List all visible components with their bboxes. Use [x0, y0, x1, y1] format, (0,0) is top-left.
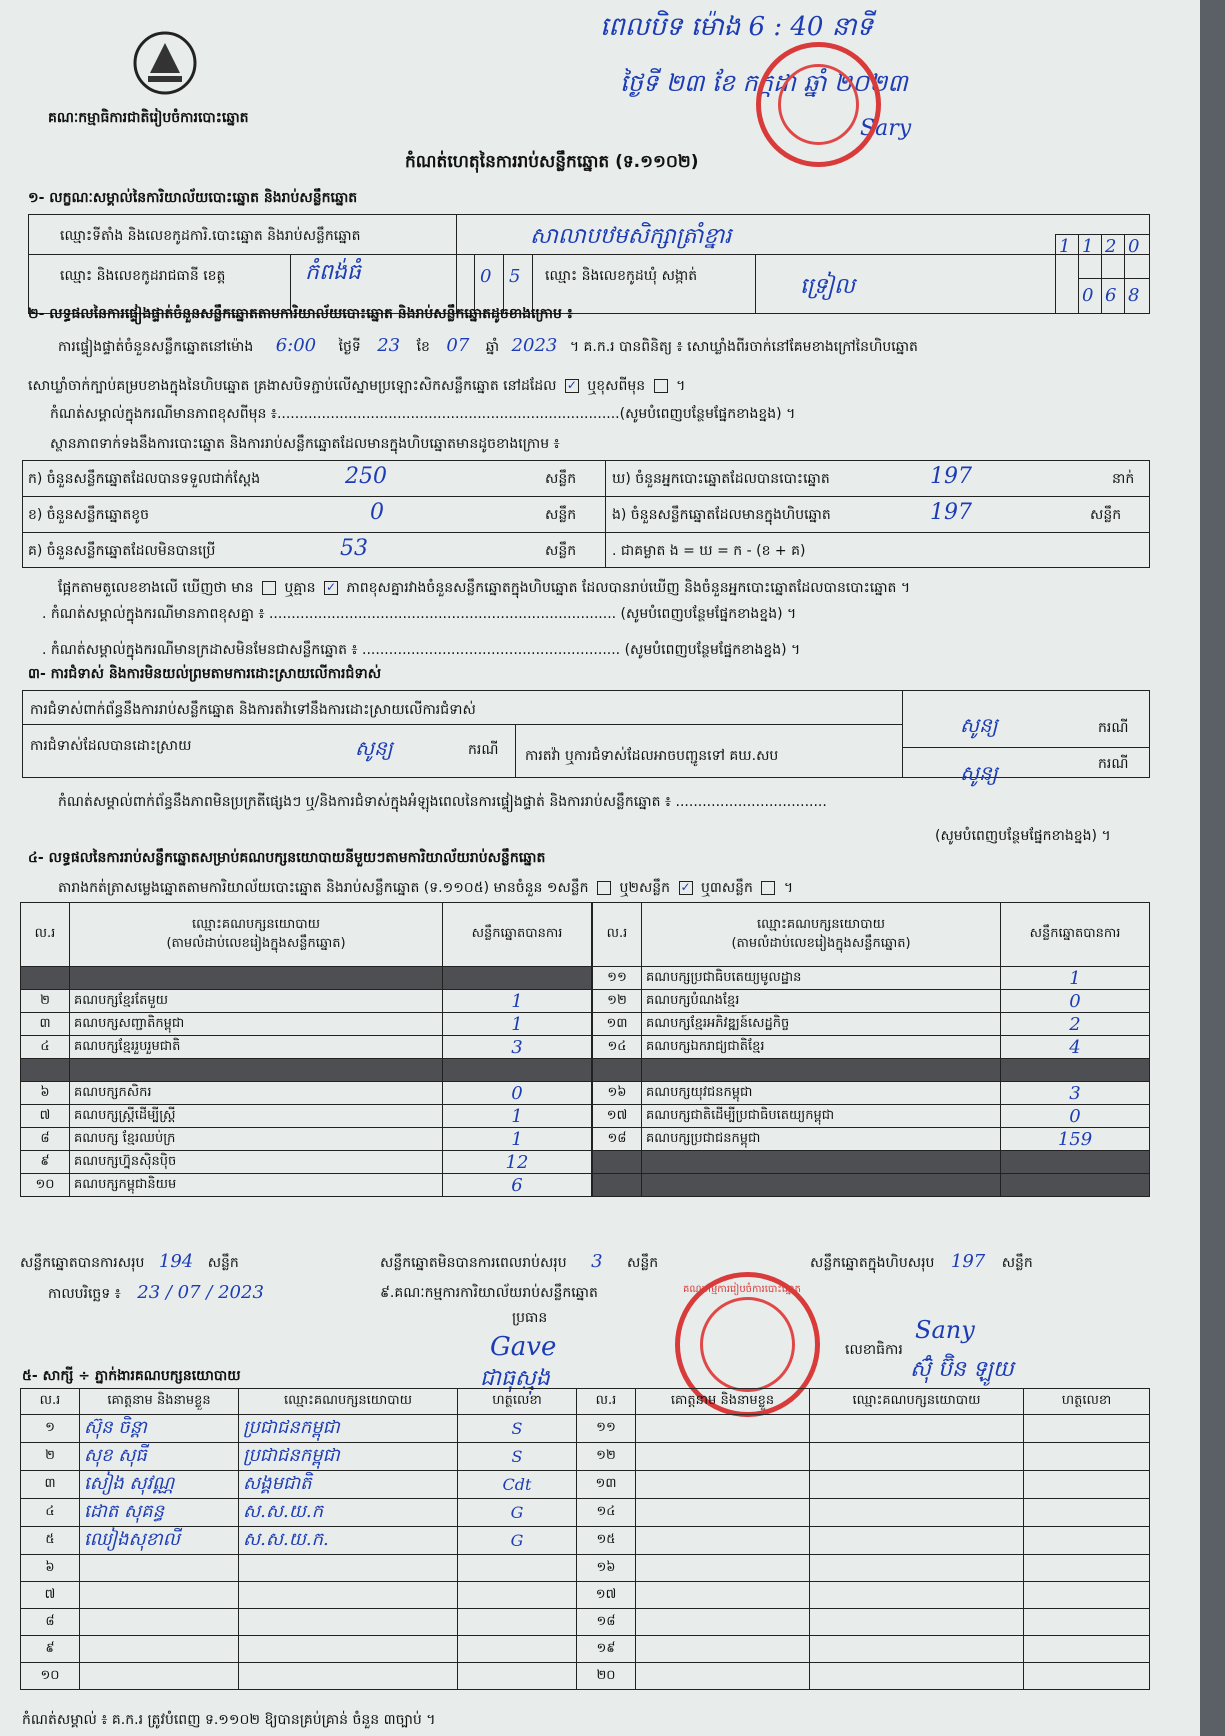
witness-row	[21, 1499, 1150, 1527]
party-name: គណបក្សខ្មែររួបរួមជាតិ	[70, 1036, 443, 1059]
party-row	[21, 1174, 592, 1197]
commune-label: ឈ្មោះ និងលេខកូដឃុំ សង្កាត់	[545, 268, 698, 284]
party-no: ១១	[593, 967, 642, 990]
party-name: គណបក្សសញ្ជាតិកម្ពុជា	[70, 1013, 443, 1036]
party-row	[593, 1013, 1150, 1036]
commune-code-1: 0	[1082, 285, 1094, 306]
witness-signature	[458, 1555, 577, 1582]
witness-no: ៦	[21, 1555, 80, 1582]
province-label: ឈ្មោះ និងលេខកូដរាជធានី ខេត្ត	[60, 268, 226, 284]
witness-party	[239, 1663, 458, 1690]
witness-party-right	[810, 1471, 1024, 1499]
resolved-objection-label: ការជំទាស់ដែលបានដោះស្រាយ	[30, 738, 192, 754]
party-row	[593, 1082, 1150, 1105]
witness-signature	[458, 1609, 577, 1636]
no-difference-checkbox[interactable]: ✓	[325, 580, 337, 594]
party-no: ១៤	[593, 1036, 642, 1059]
date-value: 23 / 07 / 2023	[137, 1282, 264, 1303]
witness-party: សង្គមជាតិ	[239, 1471, 458, 1499]
witness-party-right	[810, 1663, 1024, 1690]
witness-signature: S	[458, 1415, 577, 1443]
appeal-value: សូន្យ	[960, 761, 998, 785]
witness-name: សុខ សុធី	[80, 1443, 239, 1471]
commune-code-3: 8	[1128, 285, 1140, 306]
party-votes: 1	[443, 1128, 592, 1151]
party-results-left	[20, 902, 592, 1197]
witness-name-right	[636, 1499, 810, 1527]
witness-name	[80, 1636, 239, 1663]
party-results-right	[592, 902, 1150, 1197]
party-no: ១៦	[593, 1082, 642, 1105]
party-row	[21, 1105, 592, 1128]
formula-label: . ជាគម្លាត ង = ឃ = ក - (ខ + គ)	[612, 543, 806, 559]
party-votes	[443, 1059, 592, 1082]
party-no: ៨	[21, 1128, 70, 1151]
party-row	[21, 1128, 592, 1151]
witness-name-right	[636, 1609, 810, 1636]
witness-no: ៩	[21, 1636, 80, 1663]
received-ballots-value: 250	[345, 464, 387, 489]
witness-no-right: ១៤	[577, 1499, 636, 1527]
witness-signature: S	[458, 1443, 577, 1471]
witness-no: ៧	[21, 1582, 80, 1609]
resolved-objection-value: សូន្យ	[355, 736, 393, 760]
date-line: កាលបរិច្ឆេទ ៖ 23 / 07 / 2023	[48, 1282, 264, 1303]
col-party-header-right: ឈ្មោះគណបក្សនយោបាយ (តាមលំដាប់លេខរៀងក្នុងសន្លឹកឆ្នោត)	[642, 903, 1001, 967]
province-code-1: 0	[480, 266, 492, 287]
party-row	[21, 1036, 592, 1059]
witness-party-right	[810, 1443, 1024, 1471]
party-votes: 3	[1001, 1082, 1150, 1105]
unused-ballots-label: គ) ចំនួនសន្លឹកឆ្នោតដែលមិនបានប្រើ	[28, 543, 216, 559]
witness-party	[239, 1582, 458, 1609]
witness-name	[80, 1555, 239, 1582]
station-label: ឈ្មោះទីតាំង និងលេខកូដការិ.បោះឆ្នោត និងរាប់សន្លឹកឆ្នោត	[60, 228, 361, 244]
party-no	[21, 967, 70, 990]
party-name: គណបក្សប្រជាធិបតេយ្យមូលដ្ឋាន	[642, 967, 1001, 990]
witness-name: ដោត សុគន្ធ	[80, 1499, 239, 1527]
party-row	[593, 1174, 1150, 1197]
party-name	[642, 1151, 1001, 1174]
party-no: ៤	[21, 1036, 70, 1059]
irregularity-note: កំណត់សម្គាល់ពាក់ព័ន្ធនឹងភាពមិនប្រក្រតីផ្សេងៗ ឬ/និងការជំទាស់ក្នុងអំឡុងពេលនៃការផ្ទៀងផ្ទាត់ និងការរាប់សន្លឹកឆ្នោត ៖ ..................................	[58, 794, 827, 810]
party-row	[593, 1036, 1150, 1059]
one-sheet-checkbox[interactable]	[597, 881, 611, 895]
party-no: ៦	[21, 1082, 70, 1105]
party-row	[21, 990, 592, 1013]
witness-row	[21, 1471, 1150, 1499]
party-votes	[1001, 1059, 1150, 1082]
party-no: ២	[21, 990, 70, 1013]
commune-code-2: 6	[1105, 285, 1117, 306]
section3-title: ៣- ការជំទាស់ និងការមិនយល់ព្រមតាមការដោះស្រាយលើការជំទាស់	[28, 666, 382, 682]
party-no: ៩	[21, 1151, 70, 1174]
appeal-unit: ករណី	[1098, 756, 1129, 772]
witness-no: ៥	[21, 1527, 80, 1555]
w-col-name: គោត្តនាម និងនាមខ្លួន	[80, 1389, 239, 1415]
witness-name-right	[636, 1527, 810, 1555]
official-stamp-top-ring	[778, 64, 859, 145]
received-ballots-unit: សន្លឹក	[545, 471, 577, 487]
witness-party	[239, 1555, 458, 1582]
non-ballot-note: . កំណត់សម្គាល់ក្នុងករណីមានក្រដាសមិនមែនជាសន្លឹកឆ្នោត ៖ .......................................................... (សូមបំពេញបន្ថែមផ្នែកខាងខ្នង) ។	[42, 642, 801, 658]
party-row	[21, 1082, 592, 1105]
voters-unit: នាក់	[1112, 471, 1135, 487]
witness-signature-right	[1024, 1527, 1150, 1555]
objection-row1-value: សូន្យ	[960, 713, 998, 737]
section5-title: ៥- សាក្សី ÷ ភ្នាក់ងារគណបក្សនយោបាយ	[22, 1368, 241, 1384]
party-name: គណបក្សកសិករ	[70, 1082, 443, 1105]
party-votes: 6	[443, 1174, 592, 1197]
party-no: ១៨	[593, 1128, 642, 1151]
witness-name-right	[636, 1555, 810, 1582]
stamp-lettering: គណៈកម្មការរៀបចំការបោះឆ្នោត	[683, 1284, 801, 1295]
witness-signature: Cdt	[458, 1471, 577, 1499]
witness-party-right	[810, 1499, 1024, 1527]
w-col-no: ល.រ	[21, 1389, 80, 1415]
total-valid-line: សន្លឹកឆ្នោតបានការសរុប 194 សន្លឹក	[20, 1251, 239, 1272]
party-name: គណបក្សប្រជាជនកម្ពុជា	[642, 1128, 1001, 1151]
witness-name	[80, 1663, 239, 1690]
party-row	[21, 967, 592, 990]
unused-ballots-value: 53	[340, 536, 368, 561]
witness-no: ៨	[21, 1609, 80, 1636]
party-row	[21, 1013, 592, 1036]
irregularity-note-end: (សូមបំពេញបន្ថែមផ្នែកខាងខ្នង) ។	[935, 828, 1111, 844]
witness-name: ស៊ុន ចិន្តា	[80, 1415, 239, 1443]
witness-no-right: ១៧	[577, 1582, 636, 1609]
witness-row	[21, 1555, 1150, 1582]
received-ballots-label: ក) ចំនួនសន្លឹកឆ្នោតដែលបានទទួលជាក់ស្តែង	[28, 471, 261, 487]
party-name: គណបក្សខ្មែរតែមួយ	[70, 990, 443, 1013]
resolved-objection-unit: ករណី	[468, 742, 499, 758]
secretary-name: ស៊ុំ ប៊ិន ឡូយ	[910, 1357, 1014, 1382]
w-col-party: ឈ្មោះគណបក្សនយោបាយ	[239, 1389, 458, 1415]
witness-signature-right	[1024, 1555, 1150, 1582]
witness-party-right	[810, 1555, 1024, 1582]
witness-no-right: ១៥	[577, 1527, 636, 1555]
spoiled-ballots-label: ខ) ចំនួនសន្លឹកឆ្នោតខូច	[28, 507, 149, 523]
party-votes	[1001, 1151, 1150, 1174]
party-votes: 1	[443, 1013, 592, 1036]
witness-no-right: ១៦	[577, 1555, 636, 1582]
col-votes-header-right: សន្លឹកឆ្នោតបានការ	[1001, 903, 1150, 967]
box-ballots-value: 197	[930, 500, 972, 525]
party-no: ៧	[21, 1105, 70, 1128]
has-difference-checkbox[interactable]	[262, 581, 276, 595]
party-row	[593, 1059, 1150, 1082]
party-name	[642, 1059, 1001, 1082]
witness-row	[21, 1443, 1150, 1471]
witness-signature-right	[1024, 1582, 1150, 1609]
committee-name: គណៈកម្មាធិការជាតិរៀបចំការបោះឆ្នោត	[48, 110, 249, 126]
witness-no-right: ២០	[577, 1663, 636, 1690]
party-row	[21, 1151, 592, 1174]
witness-no: ១០	[21, 1663, 80, 1690]
party-row	[593, 1105, 1150, 1128]
party-no: ៣	[21, 1013, 70, 1036]
witness-no: ៣	[21, 1471, 80, 1499]
w-col-sign: ហត្ថលេខា	[458, 1389, 577, 1415]
party-votes: 0	[1001, 1105, 1150, 1128]
witness-signature-right	[1024, 1609, 1150, 1636]
witness-row	[21, 1527, 1150, 1555]
party-name: គណបក្សយុវជនកម្ពុជា	[642, 1082, 1001, 1105]
difference-note-line: កំណត់សម្គាល់ក្នុងករណីមានភាពខុសពីមុន ៖.............................................................................(សូមបំពេញបន្ថែមផ្នែកខាងខ្នង) ។	[50, 406, 796, 422]
province-value: កំពង់ធំ	[305, 260, 361, 285]
form-title: កំណត់ហេតុនៃការរាប់សន្លឹកឆ្នោត (ទ.១១០២)	[405, 152, 699, 172]
party-name: គណបក្សបំណងខ្មែរ	[642, 990, 1001, 1013]
party-votes: 12	[443, 1151, 592, 1174]
witness-signature-right	[1024, 1471, 1150, 1499]
party-name	[642, 1174, 1001, 1197]
party-row	[593, 1128, 1150, 1151]
witness-name: សៀង សុវណ្ណ	[80, 1471, 239, 1499]
witness-signature-right	[1024, 1499, 1150, 1527]
witness-signature-right	[1024, 1636, 1150, 1663]
secretary-label: លេខាធិការ	[845, 1342, 903, 1358]
witness-party: ស.ស.យ.ក	[239, 1499, 458, 1527]
witness-signature: G	[458, 1527, 577, 1555]
ballot-status-intro: ស្ថានភាពទាក់ទងនឹងការបោះឆ្នោត និងការរាប់សន្លឹកឆ្នោតដែលមានក្នុងហិបឆ្នោតមានដូចខាងក្រោម ៖	[50, 436, 560, 452]
three-sheets-checkbox[interactable]	[761, 881, 775, 895]
witness-no-right: ១៣	[577, 1471, 636, 1499]
total-invalid-value: 3	[591, 1251, 603, 1272]
section1-title: ១- លក្ខណៈសម្គាល់នៃការិយាល័យបោះឆ្នោត និងរាប់សន្លឹកឆ្នោត	[28, 190, 358, 206]
col-party-header: ឈ្មោះគណបក្សនយោបាយ (តាមលំដាប់លេខរៀងក្នុងសន្លឹកឆ្នោត)	[70, 903, 443, 967]
two-sheets-checkbox[interactable]: ✓	[680, 880, 691, 894]
witness-party: ប្រជាជនកម្ពុជា	[239, 1415, 458, 1443]
col-no-header-right: ល.រ	[593, 903, 642, 967]
witness-name-right	[636, 1443, 810, 1471]
witness-signature	[458, 1636, 577, 1663]
footer-note: កំណត់សម្គាល់ ៖ គ.ក.រ ត្រូវបំពេញ ទ.១១០២ ឱ្យបានគ្រប់គ្រាន់ ចំនួន ៣ច្បាប់ ។	[22, 1712, 436, 1728]
col-no-header: ល.រ	[21, 903, 70, 967]
witness-no-right: ១៩	[577, 1636, 636, 1663]
seal-check-line: សោឃ្លាំចាក់ក្បាប់គម្របខាងក្នុងនៃហិបឆ្នោត គ្រងាសបិទភ្ជាប់លើស្នាមប្រឡោះសិកសន្លឹកឆ្នោត នៅដដែល ✓ ឬខុសពីមុន ។	[28, 378, 686, 394]
witness-signature-right	[1024, 1663, 1150, 1690]
witness-name-right	[636, 1636, 810, 1663]
party-votes	[1001, 1174, 1150, 1197]
chair-name: ជាធុស្មុង	[480, 1366, 550, 1391]
party-votes: 0	[1001, 990, 1150, 1013]
section4-title: ៤- លទ្ធផលនៃការរាប់សន្លឹកឆ្នោតសម្រាប់គណបក្សនយោបាយនីមួយៗតាមការិយាល័យរាប់សន្លឹកឆ្នោត	[28, 850, 546, 866]
verification-day: 23	[377, 335, 401, 356]
witness-table	[20, 1388, 1150, 1690]
official-stamp-bottom-ring	[700, 1297, 795, 1392]
witness-party: ប្រជាជនកម្ពុជា	[239, 1443, 458, 1471]
witness-name	[80, 1609, 239, 1636]
unchanged-checkbox[interactable]: ✓	[566, 378, 577, 392]
party-name	[70, 1059, 443, 1082]
appeal-label: ការតវ៉ា ឬការជំទាស់ដែលអាចបញ្ជូនទៅ គឃ.សប	[525, 748, 779, 764]
party-name: គណបក្សស្ត្រីដើម្បីស្ត្រី	[70, 1105, 443, 1128]
party-no	[593, 1174, 642, 1197]
witness-row	[21, 1663, 1150, 1690]
party-row	[593, 1151, 1150, 1174]
verification-month: 07	[446, 335, 470, 356]
party-votes: 159	[1001, 1128, 1150, 1151]
party-name: គណបក្សកម្ពុជានិយម	[70, 1174, 443, 1197]
witness-no-right: ១១	[577, 1415, 636, 1443]
witness-no: ១	[21, 1415, 80, 1443]
difference-check-line: ផ្អែកតាមតួលេខខាងលើ ឃើញថា មាន ឬគ្មាន ✓ ភាពខុសគ្នារវាងចំនួនសន្លឹកឆ្នោតក្នុងហិបឆ្នោត ដែលបានរាប់ឃើញ និងចំនួនអ្នកបោះឆ្នោតដែលបានបោះឆ្នោត ។	[58, 580, 911, 596]
w-col-sign-right: ហត្ថលេខា	[1024, 1389, 1150, 1415]
commune-value: ទ្រៀល	[800, 274, 855, 299]
station-code-3: 2	[1105, 236, 1117, 257]
objection-row1-unit: ករណី	[1098, 720, 1129, 736]
witness-signature	[458, 1582, 577, 1609]
witness-party: ស.ស.យ.ក.	[239, 1527, 458, 1555]
witness-name-right	[636, 1415, 810, 1443]
witness-signature-right	[1024, 1415, 1150, 1443]
spoiled-ballots-unit: សន្លឹក	[545, 507, 577, 523]
unused-ballots-unit: សន្លឹក	[545, 543, 577, 559]
witness-party-right	[810, 1415, 1024, 1443]
verification-year: 2023	[511, 335, 558, 356]
col-votes-header: សន្លឹកឆ្នោតបានការ	[443, 903, 592, 967]
party-no: ១២	[593, 990, 642, 1013]
voters-label: ឃ) ចំនួនអ្នកបោះឆ្នោតដែលបានបោះឆ្នោត	[612, 471, 830, 487]
province-code-2: 5	[509, 266, 521, 287]
voters-value: 197	[930, 464, 972, 489]
witness-party-right	[810, 1527, 1024, 1555]
section2-title: ២- លទ្ធផលនៃការផ្ទៀងផ្ទាត់ចំនួនសន្លឹកឆ្នោតតាមការិយាល័យបោះឆ្នោត និងរាប់សន្លឹកឆ្នោតដូចខាងក្រោម ៖	[28, 306, 573, 322]
party-votes: 1	[1001, 967, 1150, 990]
committee-label: ៩.គណៈកម្មការការិយាល័យរាប់សន្លឹកឆ្នោត	[380, 1285, 598, 1301]
closing-signature: Sary	[860, 116, 912, 141]
witness-row	[21, 1609, 1150, 1636]
witness-row	[21, 1636, 1150, 1663]
box-ballots-label: ង) ចំនួនសន្លឹកឆ្នោតដែលមានក្នុងហិបឆ្នោត	[612, 507, 831, 523]
party-name: គណបក្សជាតិដើម្បីប្រជាធិបតេយ្យកម្ពុជា	[642, 1105, 1001, 1128]
chair-signature: Gave	[490, 1332, 557, 1362]
spoiled-ballots-value: 0	[370, 500, 384, 525]
party-votes: 4	[1001, 1036, 1150, 1059]
national-emblem-icon	[130, 28, 200, 98]
objection-row1-label: ការជំទាស់ពាក់ព័ន្ធនឹងការរាប់សន្លឹកឆ្នោត និងការតវ៉ាទៅនឹងការដោះស្រាយលើការជំទាស់	[30, 702, 476, 718]
closing-time-note: ពេលបិទ ម៉ោង 6 : 40 នាទី	[600, 12, 873, 42]
party-name: គណបក្ស ខ្មែរឈប់ក្រ	[70, 1128, 443, 1151]
party-no: ១០	[21, 1174, 70, 1197]
closing-date-note: ថ្ងៃទី ២៣ ខែ កក្កដា ឆ្នាំ ២០២៣	[620, 69, 908, 97]
party-row	[593, 990, 1150, 1013]
party-no: ១៧	[593, 1105, 642, 1128]
party-votes: 2	[1001, 1013, 1150, 1036]
witness-name-right	[636, 1582, 810, 1609]
witness-no: ២	[21, 1443, 80, 1471]
party-no: ១៣	[593, 1013, 642, 1036]
secretary-signature: Sany	[915, 1316, 975, 1344]
witness-name-right	[636, 1471, 810, 1499]
total-valid-value: 194	[158, 1251, 194, 1272]
difference-note: . កំណត់សម្គាល់ក្នុងករណីមានភាពខុសគ្នា ៖ .............................................................................. (សូមបំពេញបន្ថែមផ្នែកខាងខ្នង) ។	[42, 606, 797, 622]
verification-line: ការផ្ទៀងផ្ទាត់ចំនួនសន្លឹកឆ្នោតនៅម៉ោង 6:00 ថ្ងៃទី 23 ខែ 07 ឆ្នាំ 2023 ។ គ.ក.រ បានពិនិត្យ ៖ សោឃ្លាំងពីរចាក់នៅគែមខាងក្រៅនៃហិបឆ្នោត	[58, 335, 918, 356]
station-code-2: 1	[1082, 236, 1094, 257]
witness-party	[239, 1636, 458, 1663]
station-code-1: 1	[1059, 236, 1071, 257]
tally-sheet-line: តារាងកត់ត្រាសម្លេងឆ្នោតតាមការិយាល័យបោះឆ្នោត និងរាប់សន្លឹកឆ្នោត (ទ.១១០៥) មានចំនួន ១សន្លឹក ឬ២សន្លឹក ✓ ឬ៣សន្លឹក ។	[58, 880, 794, 896]
witness-name	[80, 1582, 239, 1609]
witness-name-right	[636, 1663, 810, 1690]
witness-party-right	[810, 1609, 1024, 1636]
party-votes	[443, 967, 592, 990]
chair-label: ប្រធាន	[512, 1310, 548, 1326]
total-box-value: 197	[950, 1251, 986, 1272]
party-votes: 1	[443, 1105, 592, 1128]
witness-party	[239, 1609, 458, 1636]
witness-party-right	[810, 1636, 1024, 1663]
verification-time: 6:00	[275, 335, 317, 356]
station-value: សាលាបឋមសិក្សាត្រាំខ្នារ	[530, 224, 732, 249]
witness-signature: G	[458, 1499, 577, 1527]
party-row	[593, 967, 1150, 990]
witness-row	[21, 1415, 1150, 1443]
witness-no: ៤	[21, 1499, 80, 1527]
witness-row	[21, 1582, 1150, 1609]
party-votes: 0	[443, 1082, 592, 1105]
party-name: គណបក្សឯករាជ្យជាតិខ្មែរ	[642, 1036, 1001, 1059]
total-box-line: សន្លឹកឆ្នោតក្នុងហិបសរុប 197 សន្លឹក	[810, 1251, 1033, 1272]
w-col-party-right: ឈ្មោះគណបក្សនយោបាយ	[810, 1389, 1024, 1415]
changed-checkbox[interactable]	[654, 379, 668, 393]
station-code-4: 0	[1128, 236, 1140, 257]
party-no	[593, 1059, 642, 1082]
party-votes: 3	[443, 1036, 592, 1059]
w-col-name-right: គោត្តនាម និងនាមខ្លួន	[636, 1389, 810, 1415]
party-name	[70, 967, 443, 990]
party-name: គណបក្សខ្មែរអភិវឌ្ឍន៍សេដ្ឋកិច្ច	[642, 1013, 1001, 1036]
witness-signature-right	[1024, 1443, 1150, 1471]
witness-no-right: ១២	[577, 1443, 636, 1471]
party-no	[21, 1059, 70, 1082]
party-votes: 1	[443, 990, 592, 1013]
total-invalid-line: សន្លឹកឆ្នោតមិនបានការពេលរាប់សរុប 3 សន្លឹក	[380, 1251, 659, 1272]
w-col-no-right: ល.រ	[577, 1389, 636, 1415]
witness-no-right: ១៨	[577, 1609, 636, 1636]
witness-name: ឈៀងសុខាលី	[80, 1527, 239, 1555]
party-name: គណបក្សហ្វ៊ុនស៊ិនប៉ិច	[70, 1151, 443, 1174]
party-no	[593, 1151, 642, 1174]
witness-signature	[458, 1663, 577, 1690]
box-ballots-unit: សន្លឹក	[1090, 507, 1122, 523]
witness-party-right	[810, 1582, 1024, 1609]
party-row	[21, 1059, 592, 1082]
